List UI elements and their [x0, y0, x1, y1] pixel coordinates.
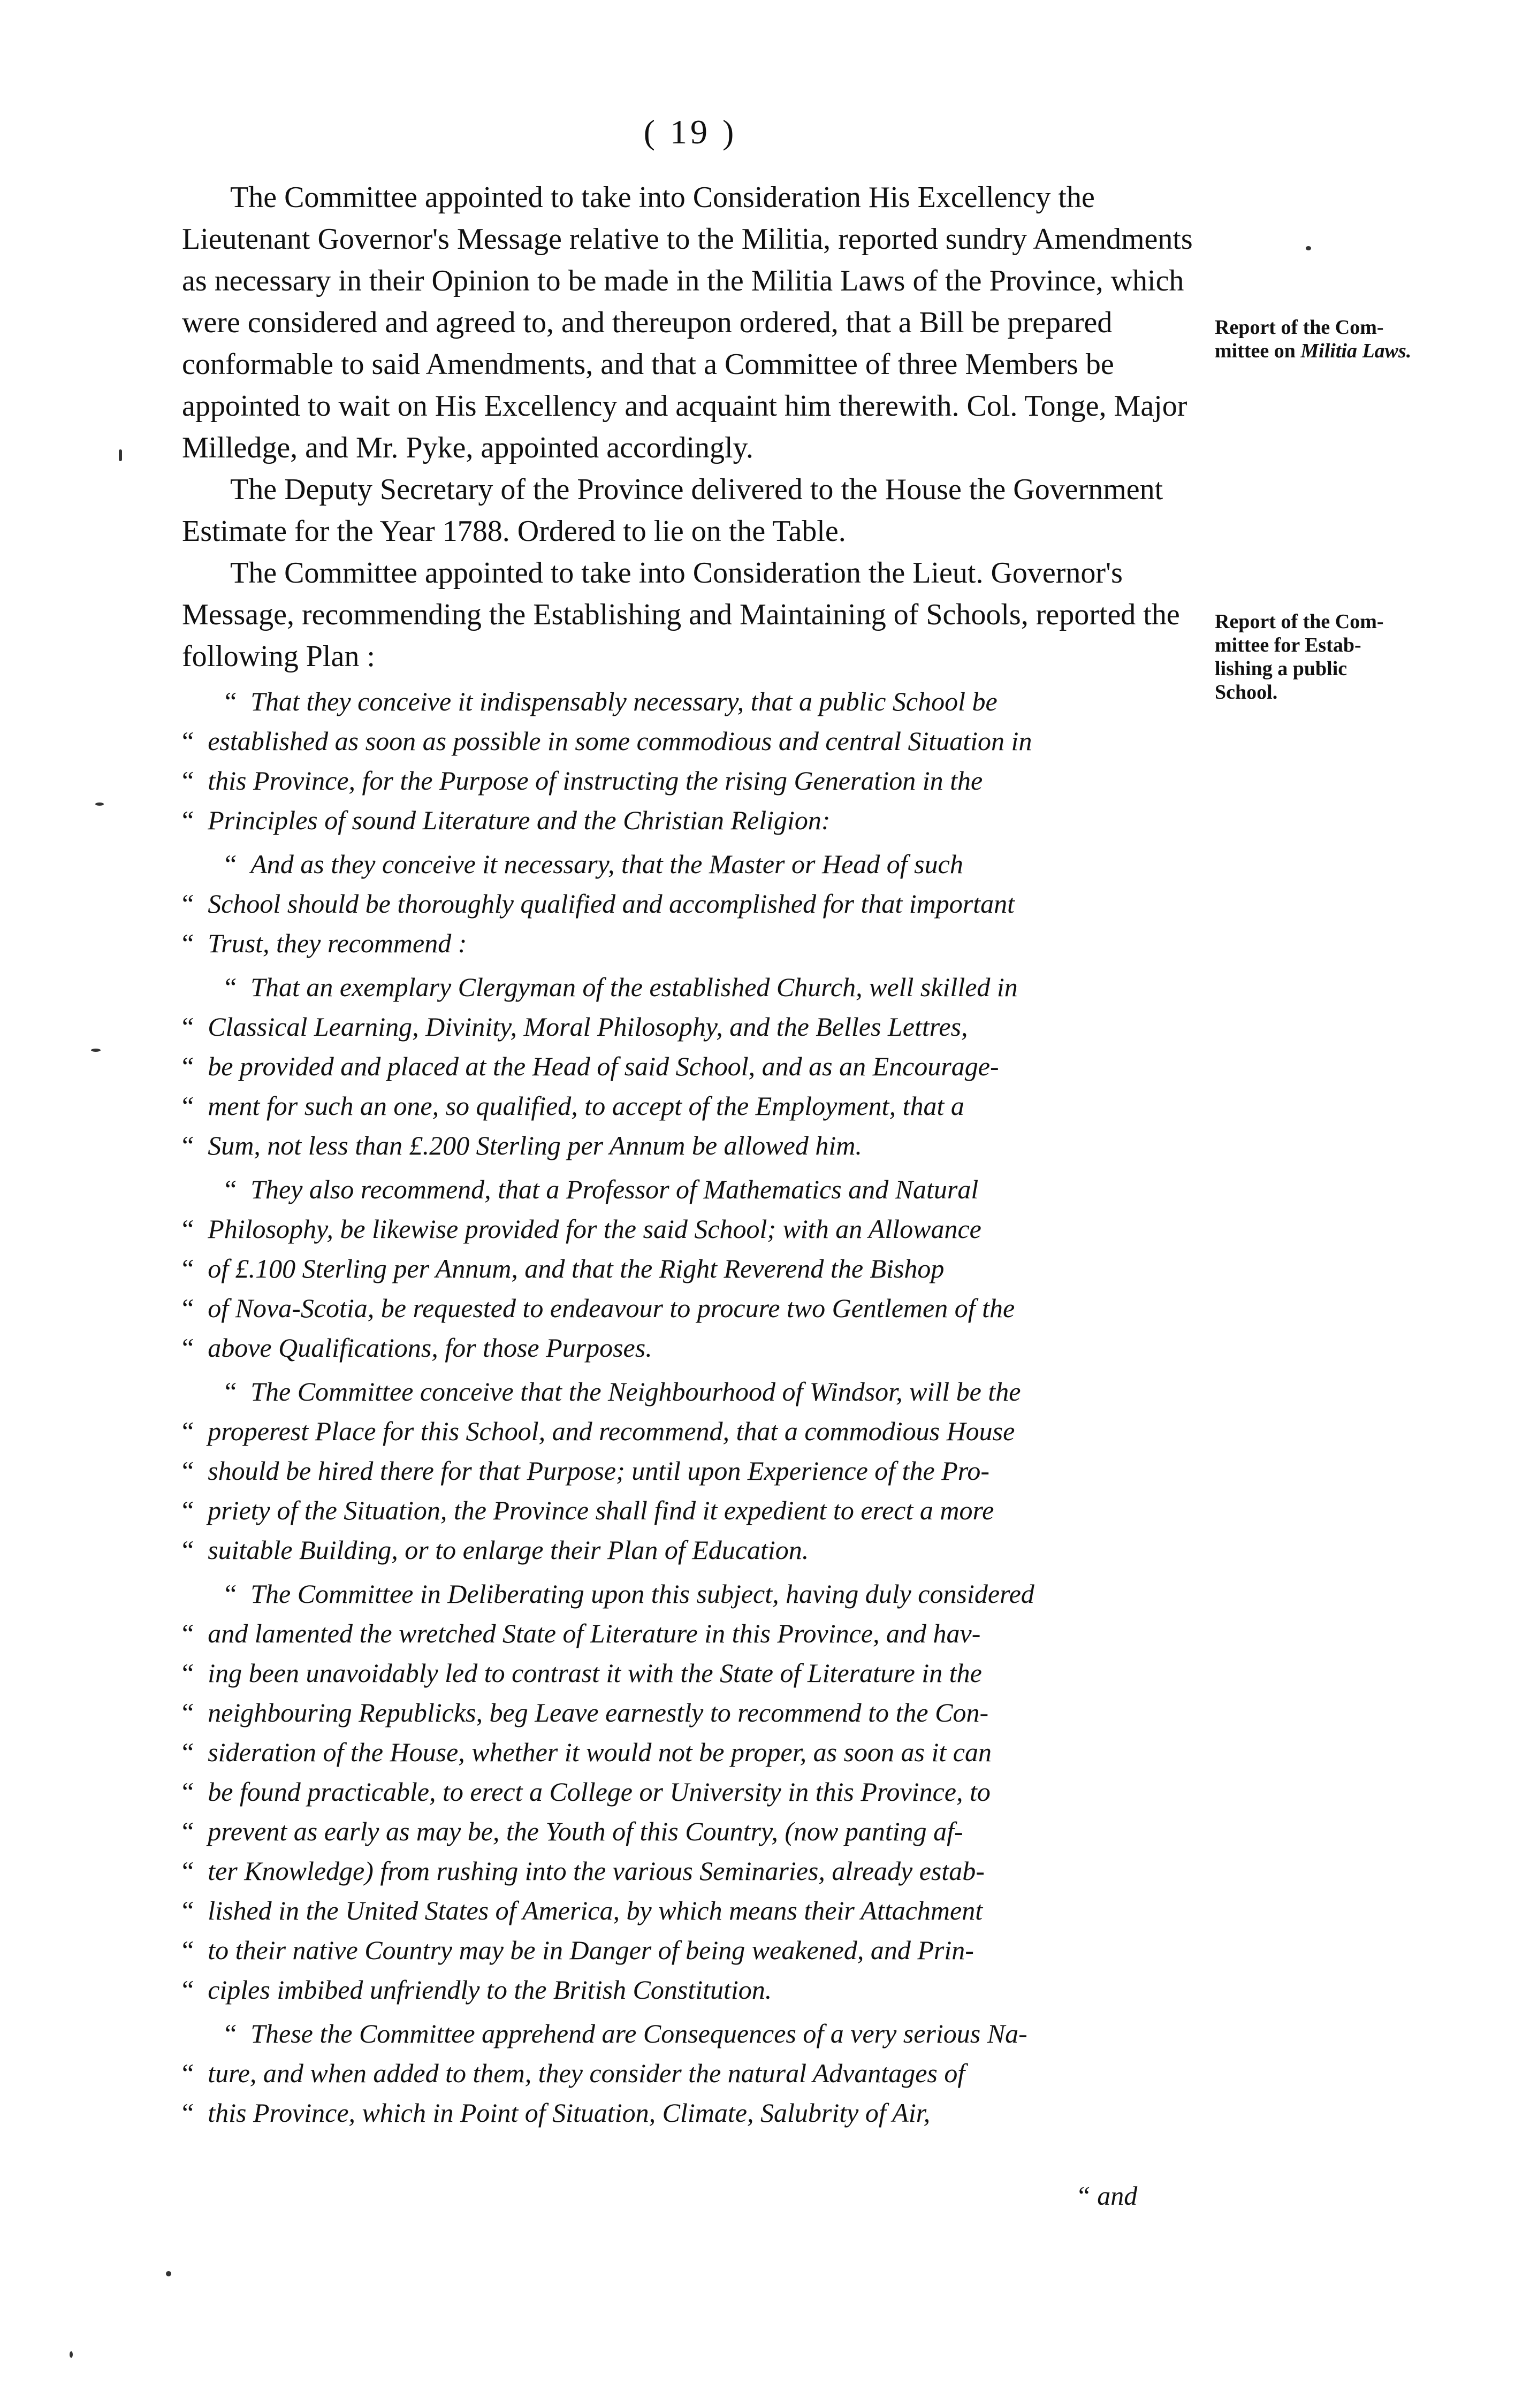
- quote-mark: “: [225, 972, 237, 1002]
- resolution-line: [182, 1732, 1193, 1772]
- quote-mark: “: [182, 1698, 194, 1727]
- resolution-line: [182, 1086, 1193, 1126]
- resolution-text: of £.100 Sterling per Annum, and that the Right Reverend the Bishop: [208, 1253, 945, 1283]
- resolution-line: [182, 1851, 1193, 1891]
- resolution-line: [182, 1328, 1193, 1367]
- quote-mark: “: [225, 1579, 237, 1609]
- quote-mark: “: [182, 1333, 194, 1363]
- resolution-text: this Province, which in Point of Situation, Climate, Salubrity of Air,: [208, 2098, 931, 2128]
- resolution-text: ture, and when added to them, they consider the natural Advantages of: [208, 2058, 965, 2088]
- quote-mark: “: [225, 686, 237, 716]
- quote-mark: “: [182, 1535, 194, 1565]
- resolution-line: [182, 2093, 1193, 2132]
- resolution-line: [182, 1169, 1193, 1209]
- quote-mark: “: [182, 1777, 194, 1807]
- paragraph-schools-report: The Committee appointed to take into Consideration the Lieut. Governor's Message, recommending the Establishing and Maintaining of Schools, reported the following Plan :: [182, 556, 1180, 673]
- resolution-paragraph: [182, 967, 1193, 1165]
- quote-mark: “: [182, 928, 194, 958]
- resolution-paragraph: [182, 1574, 1193, 2009]
- resolution-line: [182, 1209, 1193, 1249]
- resolution-paragraph: [182, 682, 1193, 840]
- ink-speck: [166, 2271, 171, 2276]
- quote-mark: “: [182, 1293, 194, 1323]
- quote-mark: “: [182, 1895, 194, 1925]
- resolution-text: School should be thoroughly qualified and accomplished for that important: [208, 889, 1015, 919]
- quote-mark: “: [182, 1051, 194, 1081]
- resolution-text: lished in the United States of America, by which means their Attachment: [208, 1895, 983, 1925]
- quote-mark: “: [182, 1495, 194, 1525]
- resolution-text: That an exemplary Clergyman of the established Church, well skilled in: [250, 972, 1018, 1002]
- resolution-line: [182, 884, 1193, 923]
- resolution-text: sideration of the House, whether it would not be proper, as soon as it can: [208, 1737, 992, 1767]
- resolution-line: [182, 1970, 1193, 2009]
- quote-mark: “: [182, 1214, 194, 1244]
- margin-note-militia: [1215, 316, 1440, 363]
- quote-mark: “: [182, 1012, 194, 1042]
- resolution-line: [182, 800, 1193, 840]
- quote-mark: “: [182, 766, 194, 796]
- resolution-text: this Province, for the Purpose of instructing the rising Generation in the: [208, 766, 983, 796]
- resolution-text: should be hired there for that Purpose; until upon Experience of the Pro-: [208, 1456, 990, 1486]
- quote-mark: “: [182, 1456, 194, 1486]
- quote-mark: “: [182, 1737, 194, 1767]
- resolution-text: neighbouring Republicks, beg Leave earnestly to recommend to the Con-: [208, 1698, 989, 1727]
- quote-mark: “: [182, 1253, 194, 1283]
- resolution-text: ing been unavoidably led to contrast it with the State of Literature in the: [208, 1658, 982, 1688]
- quote-mark: “: [182, 1416, 194, 1446]
- paragraph-government-estimate: The Deputy Secretary of the Province delivered to the House the Government Estimate for the Year 1788. Ordered to lie on the Table.: [182, 473, 1163, 548]
- page-number: ( 19 ): [643, 113, 737, 151]
- resolution-line: [182, 682, 1193, 721]
- quote-mark: “: [182, 1856, 194, 1886]
- resolution-text: be found practicable, to erect a College or University in this Province, to: [208, 1777, 991, 1807]
- margin-note-school: [1215, 610, 1440, 704]
- resolution-text: And as they conceive it necessary, that the Master or Head of such: [250, 849, 963, 879]
- resolution-line: [182, 1249, 1193, 1288]
- resolution-text: ment for such an one, so qualified, to accept of the Employment, that a: [208, 1091, 964, 1121]
- ink-speck: [91, 1049, 101, 1052]
- resolution-text: These the Committee apprehend are Consequences of a very serious Na-: [250, 2019, 1027, 2048]
- margin-note-line: School.: [1215, 681, 1278, 704]
- resolution-line: [182, 761, 1193, 800]
- resolution-line: [182, 1574, 1193, 1614]
- catchword: “ and: [1076, 2181, 1138, 2211]
- resolution-text: Philosophy, be likewise provided for the said School; with an Allowance: [208, 1214, 981, 1244]
- resolution-line: [182, 1811, 1193, 1851]
- resolution-text: The Committee conceive that the Neighbourhood of Windsor, will be the: [250, 1377, 1021, 1406]
- quote-mark: “: [225, 1377, 237, 1406]
- resolution-line: [182, 1930, 1193, 1970]
- quote-mark: “: [182, 805, 194, 835]
- quote-mark: “: [182, 889, 194, 919]
- margin-note-line: Report of the Com-: [1215, 610, 1384, 633]
- resolution-line: [182, 1126, 1193, 1165]
- resolution-line: [182, 1693, 1193, 1732]
- resolution-line: [182, 1614, 1193, 1653]
- ink-speck: [70, 2351, 73, 2358]
- resolution-line: [182, 2014, 1193, 2053]
- quote-mark: “: [182, 1658, 194, 1688]
- paragraph-militia-report: The Committee appointed to take into Consideration His Excellency the Lieutenant Governor's Message relative to the Militia, reported sundry Amendments as necessary in their Opinion to be made in the Militia Laws of the Province, which were considered and agreed to, and thereupon ordered, that a Bill be prepared conformable to said Amendments, and that a Committee of three Members be appointed to wait on His Excellency and acquaint him therewith. Col. Tonge, Major Milledge, and Mr. Pyke, appointed accordingly.: [182, 181, 1193, 464]
- resolution-paragraph: [182, 1372, 1193, 1570]
- resolution-text: Classical Learning, Divinity, Moral Philosophy, and the Belles Lettres,: [208, 1012, 968, 1042]
- resolution-text: to their native Country may be in Danger of being weakened, and Prin-: [208, 1935, 974, 1965]
- quote-mark: “: [182, 1130, 194, 1160]
- resolution-line: [182, 1530, 1193, 1570]
- margin-note-line: mittee for Estab-: [1215, 634, 1361, 656]
- resolution-line: [182, 1007, 1193, 1046]
- resolution-text: Principles of sound Literature and the Christian Religion:: [208, 805, 831, 835]
- quote-mark: “: [182, 1816, 194, 1846]
- resolution-text: The Committee in Deliberating upon this subject, having duly considered: [250, 1579, 1034, 1609]
- resolution-text: above Qualifications, for those Purposes.: [208, 1333, 652, 1363]
- resolution-line: [182, 1891, 1193, 1930]
- resolution-text: That they conceive it indispensably necessary, that a public School be: [250, 686, 998, 716]
- main-text-column: [182, 177, 1193, 2137]
- resolution-line: [182, 1653, 1193, 1693]
- resolution-line: [182, 844, 1193, 884]
- resolution-paragraph: [182, 2014, 1193, 2132]
- quote-mark: “: [225, 849, 237, 879]
- resolution-text: Trust, they recommend :: [208, 928, 467, 958]
- resolution-text: ter Knowledge) from rushing into the various Seminaries, already estab-: [208, 1856, 985, 1886]
- resolution-line: [182, 721, 1193, 761]
- quote-mark: “: [182, 2098, 194, 2128]
- margin-note-emphasis: Militia Laws.: [1300, 340, 1412, 362]
- ink-speck: [119, 449, 122, 461]
- resolution-text: be provided and placed at the Head of said School, and as an Encourage-: [208, 1051, 999, 1081]
- resolution-line: [182, 1046, 1193, 1086]
- quote-mark: “: [182, 2058, 194, 2088]
- resolution-line: [182, 1372, 1193, 1411]
- quote-mark: “: [182, 1091, 194, 1121]
- resolution-line: [182, 1490, 1193, 1530]
- quote-mark: “: [182, 1618, 194, 1648]
- resolution-paragraph: [182, 1169, 1193, 1367]
- quote-mark: “: [225, 2019, 237, 2048]
- resolution-line: [182, 1288, 1193, 1328]
- resolution-text: of Nova-Scotia, be requested to endeavour to procure two Gentlemen of the: [208, 1293, 1015, 1323]
- ink-speck: [95, 802, 104, 806]
- resolution-line: [182, 2053, 1193, 2093]
- resolution-text: They also recommend, that a Professor of Mathematics and Natural: [250, 1174, 979, 1204]
- resolution-paragraph: [182, 844, 1193, 963]
- margin-note-line: lishing a public: [1215, 658, 1347, 680]
- resolution-text: properest Place for this School, and recommend, that a commodious House: [208, 1416, 1015, 1446]
- quote-mark: “: [182, 726, 194, 756]
- margin-note-line: Report of the Com-: [1215, 316, 1384, 339]
- resolution-line: [182, 923, 1193, 963]
- resolution-text: suitable Building, or to enlarge their Plan of Education.: [208, 1535, 809, 1565]
- resolutions-block: [182, 682, 1193, 2137]
- resolution-text: prevent as early as may be, the Youth of this Country, (now panting af-: [208, 1816, 963, 1846]
- resolution-text: ciples imbibed unfriendly to the British Constitution.: [208, 1975, 772, 2005]
- quote-mark: “: [182, 1935, 194, 1965]
- quote-mark: “: [225, 1174, 237, 1204]
- resolution-text: and lamented the wretched State of Literature in this Province, and hav-: [208, 1618, 981, 1648]
- resolution-text: priety of the Situation, the Province shall find it expedient to erect a more: [208, 1495, 994, 1525]
- ink-speck: [1306, 246, 1311, 250]
- resolution-text: Sum, not less than £.200 Sterling per Annum be allowed him.: [208, 1130, 862, 1160]
- resolution-text: established as soon as possible in some commodious and central Situation in: [208, 726, 1032, 756]
- resolution-line: [182, 967, 1193, 1007]
- margin-note-line: mittee on Militia Laws.: [1215, 340, 1412, 362]
- resolution-line: [182, 1411, 1193, 1451]
- resolution-line: [182, 1451, 1193, 1490]
- resolution-line: [182, 1772, 1193, 1811]
- quote-mark: “: [182, 1975, 194, 2005]
